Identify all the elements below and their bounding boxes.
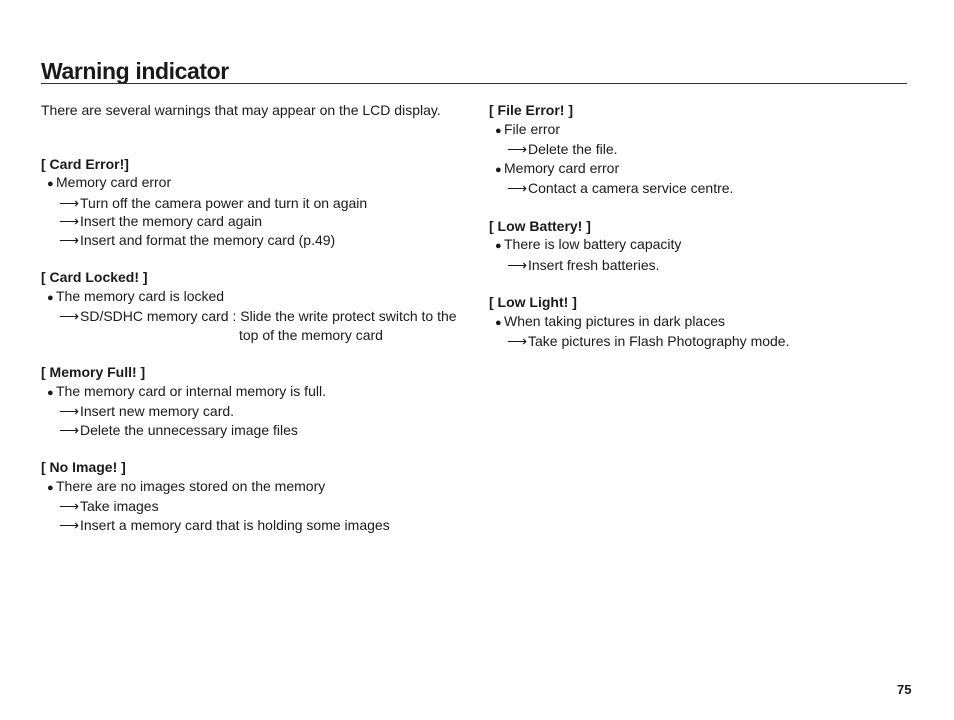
warning-cause bbox=[489, 312, 909, 333]
warning-section bbox=[41, 363, 471, 439]
bullet-icon: ● bbox=[47, 386, 54, 399]
warning-remedy bbox=[489, 256, 909, 275]
remedy-text: Take pictures in Flash Photography mode. bbox=[528, 333, 790, 350]
warning-remedy bbox=[41, 194, 471, 213]
remedy-text: Insert the memory card again bbox=[80, 213, 263, 230]
left-column bbox=[41, 101, 471, 553]
remedy-continuation: top of the memory card bbox=[239, 326, 383, 343]
right-sections bbox=[489, 101, 909, 351]
bullet-icon: ● bbox=[47, 481, 54, 494]
warning-remedy bbox=[489, 332, 909, 351]
remedy-text: Delete the unnecessary image files bbox=[80, 421, 298, 438]
warning-remedy bbox=[41, 497, 471, 516]
cause-text: Memory card error bbox=[56, 174, 172, 191]
warning-section bbox=[41, 155, 471, 250]
remedy-text: Turn off the camera power and turn it on again bbox=[80, 194, 368, 211]
warning-cause bbox=[489, 159, 909, 180]
cause-text: The memory card or internal memory is full. bbox=[56, 382, 326, 399]
arrow-right-icon: ⟶ bbox=[59, 516, 80, 533]
warning-heading: [ Low Light! ] bbox=[489, 293, 577, 310]
right-column bbox=[489, 101, 909, 369]
warning-section bbox=[41, 458, 471, 534]
arrow-right-icon: ⟶ bbox=[59, 421, 80, 438]
warning-remedy bbox=[41, 307, 471, 326]
remedy-text: SD/SDHC memory card : Slide the write protect switch to the bbox=[80, 308, 457, 325]
warning-section bbox=[41, 268, 471, 344]
warning-remedy bbox=[41, 402, 471, 421]
remedy-text: Take images bbox=[80, 498, 159, 515]
page-title: Warning indicator bbox=[41, 58, 229, 84]
cause-text: File error bbox=[504, 120, 561, 137]
arrow-right-icon: ⟶ bbox=[59, 308, 80, 325]
remedy-text: Insert fresh batteries. bbox=[528, 256, 660, 273]
warning-remedy bbox=[41, 421, 471, 440]
warning-remedy bbox=[489, 179, 909, 198]
arrow-right-icon: ⟶ bbox=[59, 403, 80, 420]
remedy-text: Insert and format the memory card (p.49) bbox=[80, 231, 336, 248]
intro-text: There are several warnings that may appear on the LCD display. bbox=[41, 102, 441, 118]
bullet-icon: ● bbox=[47, 291, 54, 304]
page-number: 75 bbox=[897, 682, 912, 697]
bullet-icon: ● bbox=[495, 163, 502, 176]
warning-cause bbox=[489, 120, 909, 141]
warning-heading: [ File Error! ] bbox=[489, 102, 574, 118]
arrow-right-icon: ⟶ bbox=[507, 256, 528, 273]
warning-heading: [ Card Error!] bbox=[41, 155, 129, 172]
warning-cause bbox=[489, 235, 909, 256]
warning-cause bbox=[41, 287, 471, 308]
bullet-icon: ● bbox=[495, 240, 502, 253]
remedy-text: Delete the file. bbox=[528, 141, 618, 158]
warning-section bbox=[489, 217, 909, 275]
arrow-right-icon: ⟶ bbox=[59, 498, 80, 515]
arrow-right-icon: ⟶ bbox=[507, 333, 528, 350]
warning-heading: [ Low Battery! ] bbox=[489, 217, 591, 234]
title-rule bbox=[41, 83, 907, 84]
warning-cause bbox=[41, 173, 471, 194]
warning-remedy bbox=[41, 212, 471, 231]
warning-remedy bbox=[41, 516, 471, 535]
warning-section bbox=[489, 293, 909, 351]
remedy-text: Insert new memory card. bbox=[80, 403, 235, 420]
cause-text: The memory card is locked bbox=[56, 287, 225, 304]
bullet-icon: ● bbox=[495, 316, 502, 329]
cause-text: There is low battery capacity bbox=[504, 236, 682, 253]
warning-cause bbox=[41, 477, 471, 498]
warning-remedy bbox=[41, 231, 471, 250]
cause-text: There are no images stored on the memory bbox=[56, 477, 326, 494]
arrow-right-icon: ⟶ bbox=[507, 141, 528, 158]
arrow-right-icon: ⟶ bbox=[59, 213, 80, 230]
warning-section bbox=[489, 101, 909, 198]
arrow-right-icon: ⟶ bbox=[507, 180, 528, 197]
intro-spacer bbox=[41, 120, 471, 155]
warning-remedy bbox=[489, 140, 909, 159]
bullet-icon: ● bbox=[495, 124, 502, 137]
arrow-right-icon: ⟶ bbox=[59, 231, 80, 248]
remedy-text: Insert a memory card that is holding some images bbox=[80, 516, 390, 533]
warning-cause bbox=[41, 382, 471, 403]
cause-text: When taking pictures in dark places bbox=[504, 312, 725, 329]
bullet-icon: ● bbox=[47, 178, 54, 191]
arrow-right-icon: ⟶ bbox=[59, 194, 80, 211]
cause-text: Memory card error bbox=[504, 159, 620, 176]
remedy-text: Contact a camera service centre. bbox=[528, 180, 734, 197]
warning-heading: [ Card Locked! ] bbox=[41, 269, 148, 286]
warning-heading: [ Memory Full! ] bbox=[41, 364, 146, 381]
warning-heading: [ No Image! ] bbox=[41, 459, 126, 476]
left-sections bbox=[41, 155, 471, 535]
